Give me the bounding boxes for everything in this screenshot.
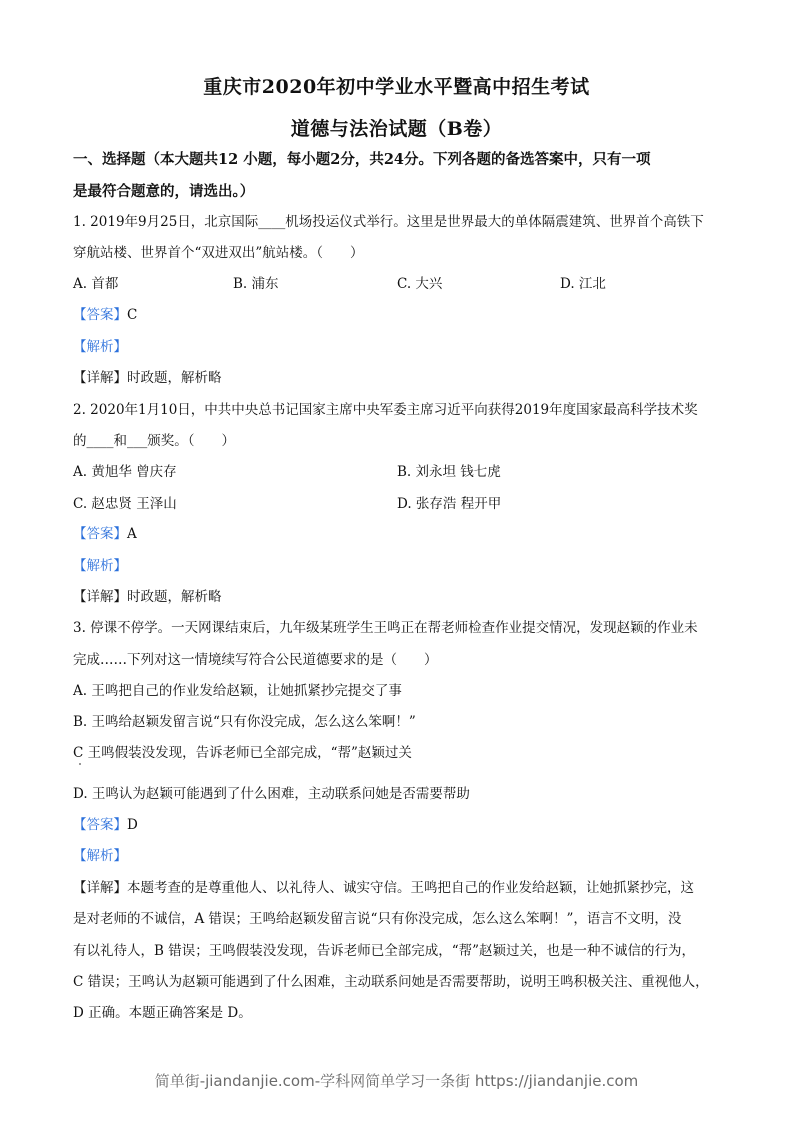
q1-option-b: B. 浦东 [233, 276, 279, 292]
answer-value: C [127, 307, 138, 323]
q1-option-c: C. 大兴 [397, 276, 443, 292]
q1-stem-line2: 穿航站楼、世界首个“双进双出”航站楼。（ ） [73, 245, 364, 261]
q2-option-d: D. 张存浩 程开甲 [397, 496, 502, 512]
answer-tag: 【答案】 [73, 307, 127, 323]
q1-option-a: A. 首都 [73, 276, 119, 292]
answer-value: A [127, 526, 137, 542]
exam-title: 重庆市2020年初中学业水平暨高中招生考试 [203, 76, 590, 98]
q2-analysis-tag: 【解析】 [73, 558, 127, 574]
answer-tag: 【答案】 [73, 817, 127, 833]
stray-dot [79, 763, 81, 765]
q2-option-a: A. 黄旭华 曾庆存 [73, 464, 177, 480]
q2-option-c: C. 赵忠贤 王泽山 [73, 496, 177, 512]
q1-detail: 【详解】时政题，解析略 [73, 370, 222, 386]
q1-option-d: D. 江北 [560, 276, 606, 292]
answer-tag: 【答案】 [73, 526, 127, 542]
q3-detail-line5: D 正确。本题正确答案是 D。 [73, 1005, 252, 1021]
q3-option-d: D. 王鸣认为赵颖可能遇到了什么困难，主动联系问她是否需要帮助 [73, 786, 470, 802]
q2-stem-line2: 的____和___颁奖。（ ） [73, 433, 235, 449]
q3-answer [73, 815, 723, 835]
answer-value: D [127, 817, 138, 833]
q3-stem-line2: 完成……下列对这一情境续写符合公民道德要求的是（ ） [73, 652, 438, 668]
q2-stem-line1: 2. 2020年1月10日，中共中央总书记国家主席中央军委主席习近平向获得2019年度国家最高科学技术奖 [73, 402, 698, 418]
q1-stem-line1: 1. 2019年9月25日，北京国际____机场投运仪式举行。这里是世界最大的单体隔震建筑、世界首个高铁下 [73, 214, 704, 230]
q3-option-a: A. 王鸣把自己的作业发给赵颖，让她抓紧抄完提交了事 [73, 683, 402, 699]
q2-detail: 【详解】时政题，解析略 [73, 589, 222, 605]
q3-option-c: C 王鸣假装没发现，告诉老师已全部完成，“帮”赵颖过关 [73, 745, 412, 761]
q3-detail-line2: 是对老师的不诚信，A 错误；王鸣给赵颖发留言说“只有你没完成，怎么这么笨啊！”，语言不文明，没 [73, 911, 682, 927]
q1-answer [73, 305, 723, 325]
q3-analysis-tag: 【解析】 [73, 848, 127, 864]
q3-option-b: B. 王鸣给赵颖发留言说“只有你没完成，怎么这么笨啊！” [73, 714, 416, 730]
q3-stem-line1: 3. 停课不停学。一天网课结束后，九年级某班学生王鸣正在帮老师检查作业提交情况，发现赵颖的作业未 [73, 620, 698, 636]
q3-detail-line3: 有以礼待人，B 错误；王鸣假装没发现，告诉老师已全部完成，“帮”赵颖过关，也是一种不诚信的行为， [73, 943, 696, 959]
exam-subtitle: 道德与法治试题（B卷） [290, 118, 503, 140]
q3-detail-line1: 【详解】本题考查的是尊重他人、以礼待人、诚实守信。王鸣把自己的作业发给赵颖，让她抓紧抄完，这 [73, 880, 694, 896]
q3-detail-line4: C 错误；王鸣认为赵颖可能遇到了什么困难，主动联系问她是否需要帮助，说明王鸣积极关注、重视他人， [73, 974, 709, 990]
q1-analysis-tag: 【解析】 [73, 339, 127, 355]
section-heading-line1: 一、选择题（本大题共12 小题，每小题2分，共24分。下列各题的备选答案中，只有一项 [73, 151, 651, 168]
q2-answer [73, 524, 723, 544]
page-footer: 简单街-jiandanjie.com-学科网简单学习一条街 https://jiandanjie.com [154, 1072, 639, 1090]
section-heading-line2: 是最符合题意的，请选出。） [73, 183, 255, 200]
q2-option-b: B. 刘永坦 钱七虎 [397, 464, 501, 480]
